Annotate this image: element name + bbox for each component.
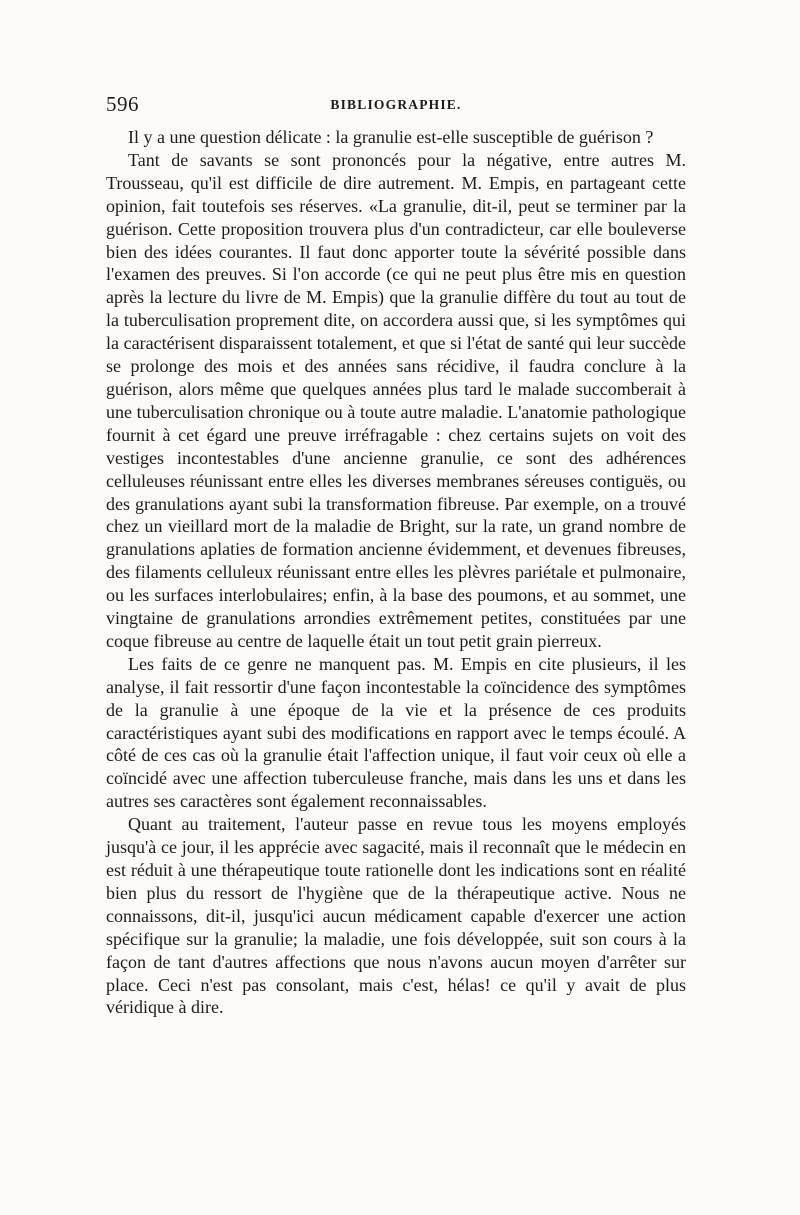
- book-page: [106, 92, 686, 1019]
- page-number: 596: [106, 92, 139, 116]
- paragraph-guerison: Tant de savants se sont prononcés pour la négative, entre autres M. Trousseau, qu'il est difficile de dire autrement. M. Empis, en partageant cette opinion, fait toutefois ses réserves. «La granulie, dit-il, peut se terminer par la guérison. Cette proposition trouvera plus d'un contradicteur, car elle bouleverse bien des idées courantes. Il faut donc apporter toute la sévérité possible dans l'examen des preuves. Si l'on accorde (ce qui ne peut plus être mis en question après la lecture du livre de M. Empis) que la granulie diffère du tout au tout de la tuberculisation proprement dite, on accordera aussi que, si les symptômes qui la caractérisent disparaissent totalement, et que si l'état de santé qui leur succède se prolonge des mois et des années sans récidive, il faudra conclure à la guérison, alors même que quelques années plus tard le malade succomberait à une tuberculisation chronique ou à toute autre maladie. L'anatomie pathologique fournit à cet égard une preuve irréfragable : chez certains sujets on voit des vestiges incontestables d'une ancienne granulie, ce sont des adhérences celluleuses réunissant entre elles les diverses membranes séreuses contiguës, ou des granulations ayant subi la transformation fibreuse. Par exemple, on a trouvé chez un vieillard mort de la maladie de Bright, sur la rate, un grand nombre de granulations aplaties de formation ancienne évidemment, et devenues fibreuses, des filaments celluleux réunissant entre elles les plèvres pariétale et pulmonaire, ou les surfaces interlobulaires; enfin, à la base des poumons, et au sommet, une vingtaine de granulations arrondies extrêmement petites, constituées par une coque fibreuse au centre de laquelle était un tout petit grain pierreux.: [106, 149, 686, 651]
- paragraph-traitement: Quant au traitement, l'auteur passe en revue tous les moyens employés jusqu'à ce jour, il les apprécie avec sagacité, mais il reconnaît que le médecin en est réduit à une thérapeutique toute rationelle dont les indications sont en réalité bien plus du ressort de l'hygiène que de la thérapeutique active. Nous ne connaissons, dit-il, jusqu'ici aucun médicament capable d'exercer une action spécifique sur la granulie; la maladie, une fois développée, suit son cours à la façon de tant d'autres affections que nous n'avons aucun moyen d'arrêter sur place. Ceci n'est pas consolant, mais c'est, hélas! ce qu'il y avait de plus véridique à dire.: [106, 814, 686, 1018]
- running-title: BIBLIOGRAPHIE.: [330, 97, 462, 112]
- paragraph-question: Il y a une question délicate : la granulie est-elle susceptible de guérison ?: [128, 127, 654, 147]
- body-text: [106, 126, 686, 1019]
- page-header: [106, 92, 686, 122]
- paragraph-faits: Les faits de ce genre ne manquent pas. M. Empis en cite plusieurs, il les analyse, il fait ressortir d'une façon incontestable la coïncidence des symptômes de la granulie à une époque de la vie et la présence de ces produits caractéristiques ayant subi des modifications en rapport avec le temps écoulé. A côté de ces cas où la granulie était l'affection unique, il faut voir ceux où elle a coïncidé avec une affection tuberculeuse franche, mais dans les uns et dans les autres ses caractères sont également reconnaissables.: [106, 653, 686, 812]
